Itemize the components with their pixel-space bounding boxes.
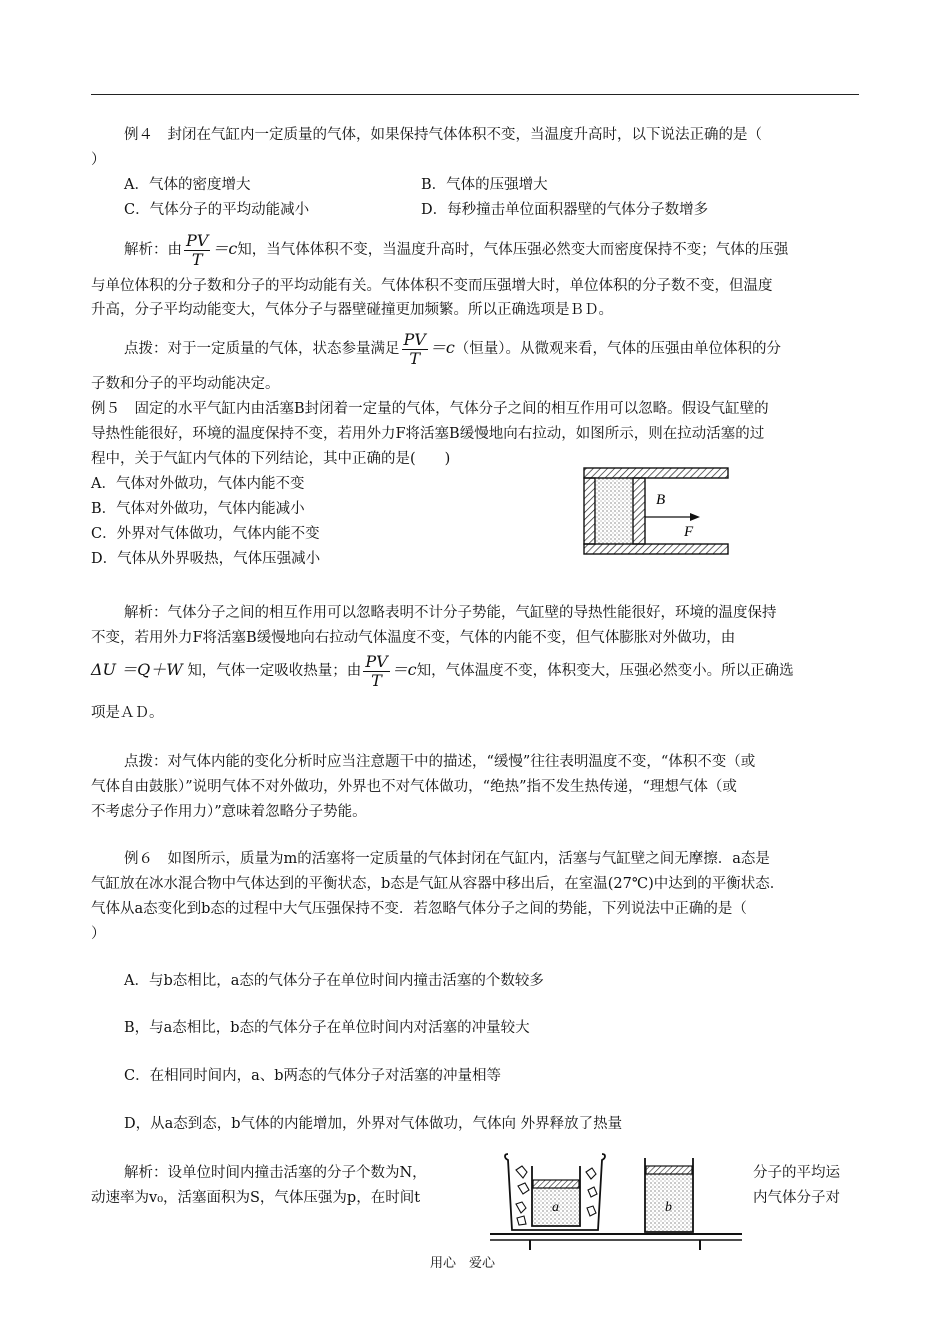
cylinder-piston-diagram [578, 462, 734, 562]
ex4-tip-line1: 点拨：对于一定质量的气体，状态参量满足 $\frac{PV}{T}$ ＝c（恒量）。从微观来看，气体的压强由单位体积的分 [124, 329, 782, 368]
ex5-solution-line3: ΔU ＝Q＋W 知，气体一定吸收热量；由 $\frac{PV}{T}$ ＝c知，气体温度不变，体积变大，压强必然变小。所以正确选 [91, 651, 794, 690]
header-rule [91, 94, 859, 95]
ex4-option-d: D．每秒撞击单位面积器壁的气体分子数增多 [421, 202, 709, 218]
ex4-question-close: ） [91, 152, 106, 168]
piston-b [633, 478, 645, 544]
table [490, 1234, 742, 1250]
label-b: B [656, 492, 666, 508]
ex4-tip-line2: 子数和分子的平均动能决定。 [91, 376, 280, 392]
ex5-question-line1: 例５ 固定的水平气缸内由活塞B封闭着一定量的气体，气体分子之间的相互作用可以忽略。假设气缸壁的 [91, 401, 769, 417]
ex6-question-line1: 例６ 如图所示，质量为m的活塞将一定质量的气体封闭在气缸内，活塞与气缸壁之间无摩擦．a态是 [124, 851, 770, 867]
ex5-option-d: D．气体从外界吸热，气体压强减小 [91, 551, 321, 567]
ex6-option-d: D，从a态到态，b气体的内能增加，外界对气体做功，气体向 外界释放了热量 [124, 1116, 623, 1132]
cylinders-a-b-diagram [490, 1150, 742, 1250]
ex4-option-c: C．气体分子的平均动能减小 [124, 202, 310, 218]
ex6-option-c: C．在相同时间内，a、b两态的气体分子对活塞的冲量相等 [124, 1068, 502, 1084]
ex6-solution-line1-right: 分子的平均运 [753, 1165, 840, 1181]
cylinder-b [645, 1158, 693, 1232]
ex5-solution-line4: 项是ＡＤ。 [91, 705, 164, 721]
page-footer: 用心 爱心 [430, 1256, 496, 1271]
ex6-solution-line2-left: 动速率为v₀，活塞面积为S，气体压强为p，在时间t [91, 1190, 421, 1206]
ex6-option-a: A．与b态相比，a态的气体分子在单位时间内撞击活塞的个数较多 [124, 973, 544, 989]
cylinder-a [532, 1166, 580, 1226]
label-f: F [684, 524, 694, 540]
ex5-tip-line3: 不考虑分子作用力）”意味着忽略分子势能。 [91, 804, 367, 820]
fraction-pv-t: $\frac{PV}{T}$ [403, 329, 426, 368]
ex5-question-line2: 导热性能很好，环境的温度保持不变，若用外力F将活塞B缓慢地向右拉动，如图所示，则在拉动活塞的过 [91, 426, 765, 442]
ex4-option-b: B．气体的压强增大 [421, 177, 548, 193]
ex6-question-line2: 气缸放在冰水混合物中气体达到的平衡状态，b态是气缸从容器中移出后，在室温(27℃)中达到的平衡状态． [91, 876, 785, 892]
ex4-solution-line1: 解析：由 $\frac{PV}{T}$ ＝c知，当气体体积不变，当温度升高时，气体压强必然变大而密度保持不变；气体的压强 [124, 230, 789, 269]
ex5-tip-line2: 气体自由鼓胀）”说明气体不对外做功，外界也不对气体做功，“绝热”指不发生热传递，“理想气体（或 [91, 779, 737, 795]
fraction-pv-t: $\frac{PV}{T}$ [186, 230, 209, 269]
ex4-solution-line3: 升高，分子平均动能变大，气体分子与器壁碰撞更加频繁。所以正确选项是ＢＤ。 [91, 302, 613, 318]
ex5-tip-line1: 点拨：对气体内能的变化分析时应当注意题干中的描述，“缓慢”往往表明温度不变，“体积不变（或 [124, 754, 756, 770]
ex4-solution-line2: 与单位体积的分子数和分子的平均动能有关。气体体积不变而压强增大时，单位体积的分子数不变，但温度 [91, 278, 773, 294]
gas-region [595, 478, 633, 544]
ex6-question-close: ） [91, 926, 106, 942]
ex6-solution-line2-right: 内气体分子对 [753, 1190, 840, 1206]
ex4-option-a: A．气体的密度增大 [124, 177, 251, 193]
ex5-solution-line1: 解析：气体分子之间的相互作用可以忽略表明不计分子势能，气缸壁的导热性能很好，环境的温度保持 [124, 605, 777, 621]
ex5-solution-line2: 不变，若用外力F将活塞B缓慢地向右拉动气体温度不变，气体的内能不变，但气体膨胀对外做功，由 [91, 630, 736, 646]
arrow-head [690, 513, 700, 521]
ex5-option-b: B．气体对外做功，气体内能减小 [91, 501, 305, 517]
ex6-option-b: B，与a态相比，b态的气体分子在单位时间内对活塞的冲量较大 [124, 1020, 530, 1036]
label-b: b [665, 1200, 672, 1215]
ex5-option-c: C．外界对气体做功，气体内能不变 [91, 526, 320, 542]
ex5-option-a: A．气体对外做功，气体内能不变 [91, 476, 305, 492]
ex5-question-line3: 程中，关于气缸内气体的下列结论，其中正确的是( ) [91, 451, 451, 467]
fraction-pv-t: $\frac{PV}{T}$ [365, 651, 388, 690]
ex6-solution-line1-left: 解析：设单位时间内撞击活塞的分子个数为N， [124, 1165, 427, 1181]
label-a: a [552, 1200, 559, 1215]
ex4-question: 例４ 封闭在气缸内一定质量的气体，如果保持气体体积不变，当温度升高时，以下说法正确的是（ [124, 127, 762, 143]
ex6-question-line3: 气体从a态变化到b态的过程中大气压强保持不变．若忽略气体分子之间的势能，下列说法中正确的是（ [91, 901, 747, 917]
